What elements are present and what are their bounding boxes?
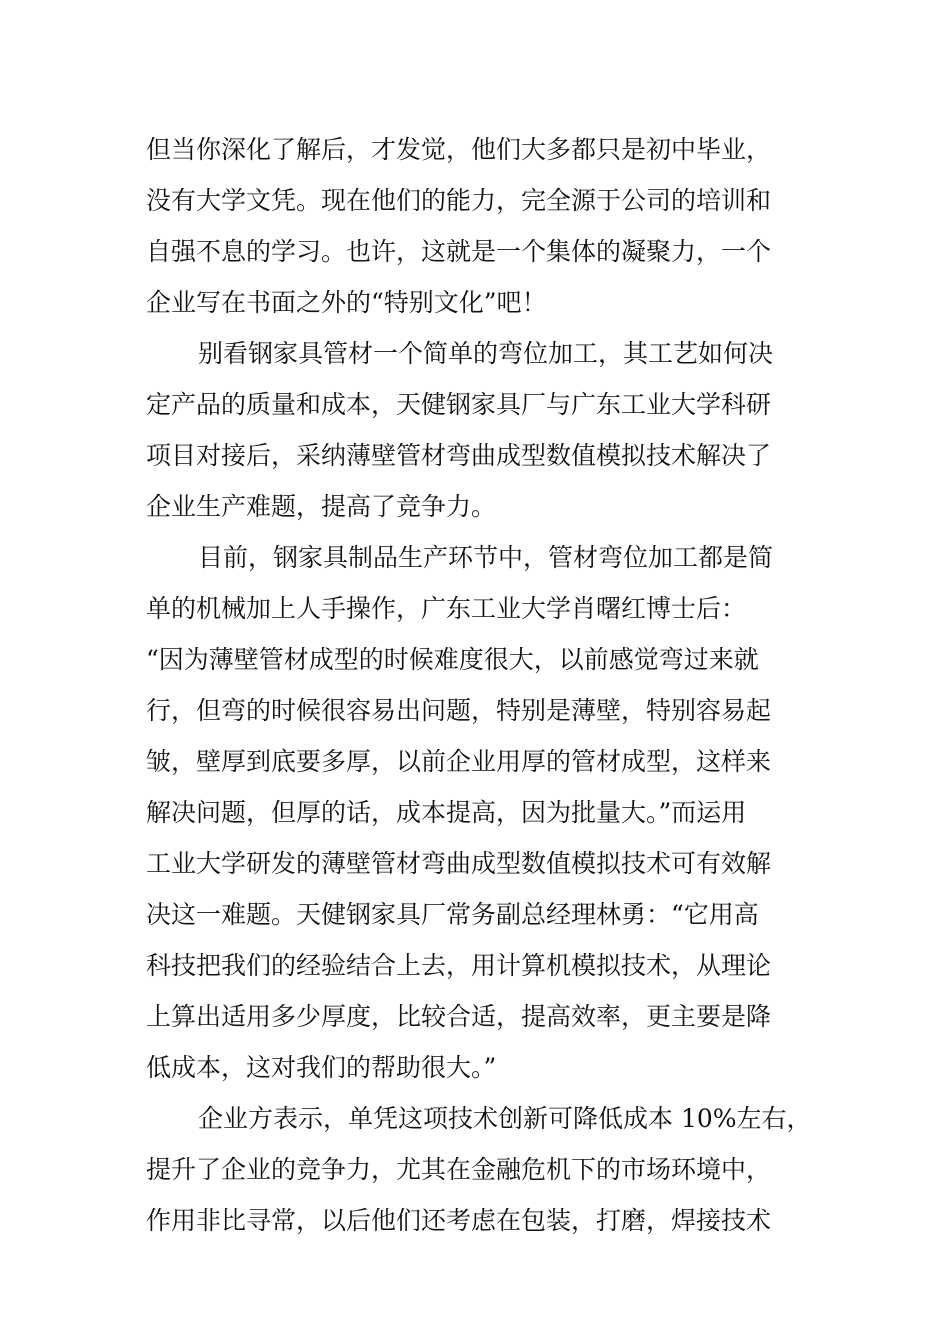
- text-line: 提升了企业的竞争力，尤其在金融危机下的市场环境中，: [146, 1155, 772, 1184]
- text-line: 别看钢家具管材一个简单的弯位加工，其工艺如何决: [198, 339, 774, 368]
- paragraph-4: [146, 1093, 812, 1246]
- text-line: 企业写在书面之外的“特别文化”吧！: [146, 288, 547, 317]
- body-text: [146, 124, 812, 1246]
- text-line: 企业方表示，单凭这项技术创新可降低成本 10%左右，: [198, 1104, 812, 1133]
- text-line: 单的机械加上人手操作，广东工业大学肖曙红博士后：: [146, 594, 747, 623]
- text-line: 科技把我们的经验结合上去，用计算机模拟技术，从理论: [146, 951, 772, 980]
- text-line: 上算出适用多少厚度，比较合适，提高效率，更主要是降: [146, 1002, 772, 1031]
- paragraph-1: [146, 124, 806, 328]
- text-line: “因为薄壁管材成型的时候难度很大，以前感觉弯过来就: [146, 645, 759, 674]
- text-line: 项目对接后，采纳薄壁管材弯曲成型数值模拟技术解决了: [146, 441, 772, 470]
- text-line: 决这一难题。天健钢家具厂常务副总经理林勇：“它用高: [146, 900, 759, 929]
- text-line: 自强不息的学习。也许，这就是一个集体的凝聚力，一个: [146, 237, 772, 266]
- text-line: 目前，钢家具制品生产环节中，管材弯位加工都是简: [198, 543, 774, 572]
- text-line: 但当你深化了解后，才发觉，他们大多都只是初中毕业，: [146, 135, 772, 164]
- paragraph-2: [146, 328, 806, 532]
- text-line: 工业大学研发的薄壁管材弯曲成型数值模拟技术可有效解: [146, 849, 772, 878]
- paragraph-3: [146, 532, 806, 1093]
- text-line: 作用非比寻常，以后他们还考虑在包装，打磨，焊接技术: [146, 1206, 772, 1235]
- text-line: 行，但弯的时候很容易出问题，特别是薄壁，特别容易起: [146, 696, 772, 725]
- text-line: 皱，壁厚到底要多厚，以前企业用厚的管材成型，这样来: [146, 747, 772, 776]
- text-line: 解决问题，但厚的话，成本提高，因为批量大。”而运用: [146, 798, 747, 827]
- text-line: 低成本，这对我们的帮助很大。”: [146, 1053, 497, 1082]
- text-line: 定产品的质量和成本，天健钢家具厂与广东工业大学科研: [146, 390, 772, 419]
- text-line: 企业生产难题，提高了竞争力。: [146, 492, 497, 521]
- text-line: 没有大学文凭。现在他们的能力，完全源于公司的培训和: [146, 186, 772, 215]
